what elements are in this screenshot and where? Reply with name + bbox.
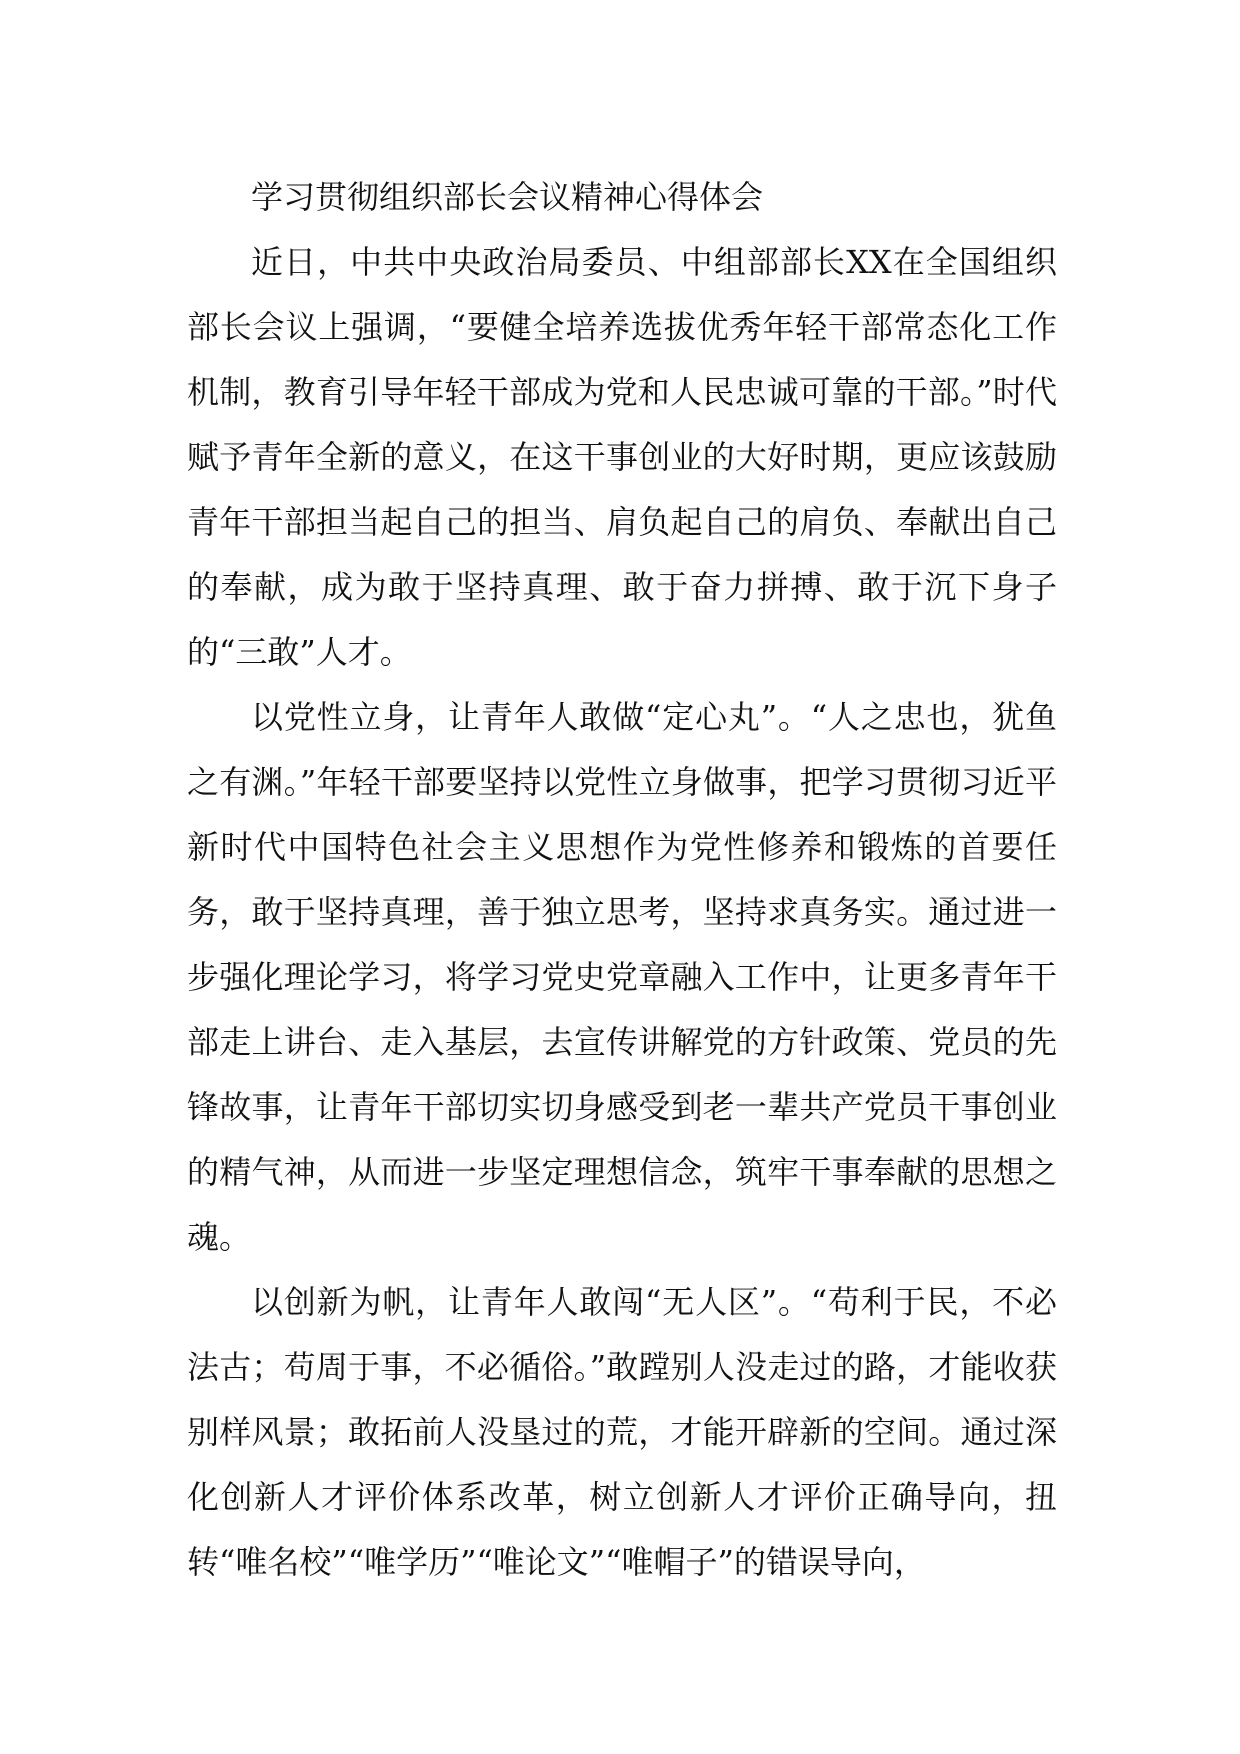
paragraph-intro: 近日，中共中央政治局委员、中组部部长XX在全国组织部长会议上强调，“要健全培养选拔优秀年轻干部常态化工作机制，教育引导年轻干部成为党和人民忠诚可靠的干部。”时代赋予青年全新的意义，在这干事创业的大好时期，更应该鼓励青年干部担当起自己的担当、肩负起自己的肩负、奉献出自己的奉献，成为敢于坚持真理、敢于奋力拼搏、敢于沉下身子的“三敢”人才。 — [187, 243, 1057, 671]
document-title: 学习贯彻组织部长会议精神心得体会 — [251, 178, 764, 216]
paragraph-innovation: 以创新为帆，让青年人敢闯“无人区”。“苟利于民，不必法古；苟周于事，不必循俗。”敢蹚别人没走过的路，才能收获别样风景；敢拓前人没垦过的荒，才能开辟新的空间。通过深化创新人才评价体系改革，树立创新人才评价正确导向，扭转“唯名校”“唯学历”“唯论文”“唯帽子”的错误导向， — [187, 1283, 1057, 1581]
document-body — [187, 165, 1057, 1595]
paragraph-party-spirit: 以党性立身，让青年人敢做“定心丸”。“人之忠也，犹鱼之有渊。”年轻干部要坚持以党性立身做事，把学习贯彻习近平新时代中国特色社会主义思想作为党性修养和锻炼的首要任务，敢于坚持真理，善于独立思考，坚持求真务实。通过进一步强化理论学习，将学习党史党章融入工作中，让更多青年干部走上讲台、走入基层，去宣传讲解党的方针政策、党员的先锋故事，让青年干部切实切身感受到老一辈共产党员干事创业的精气神，从而进一步坚定理想信念，筑牢干事奉献的思想之魂。 — [187, 698, 1057, 1256]
